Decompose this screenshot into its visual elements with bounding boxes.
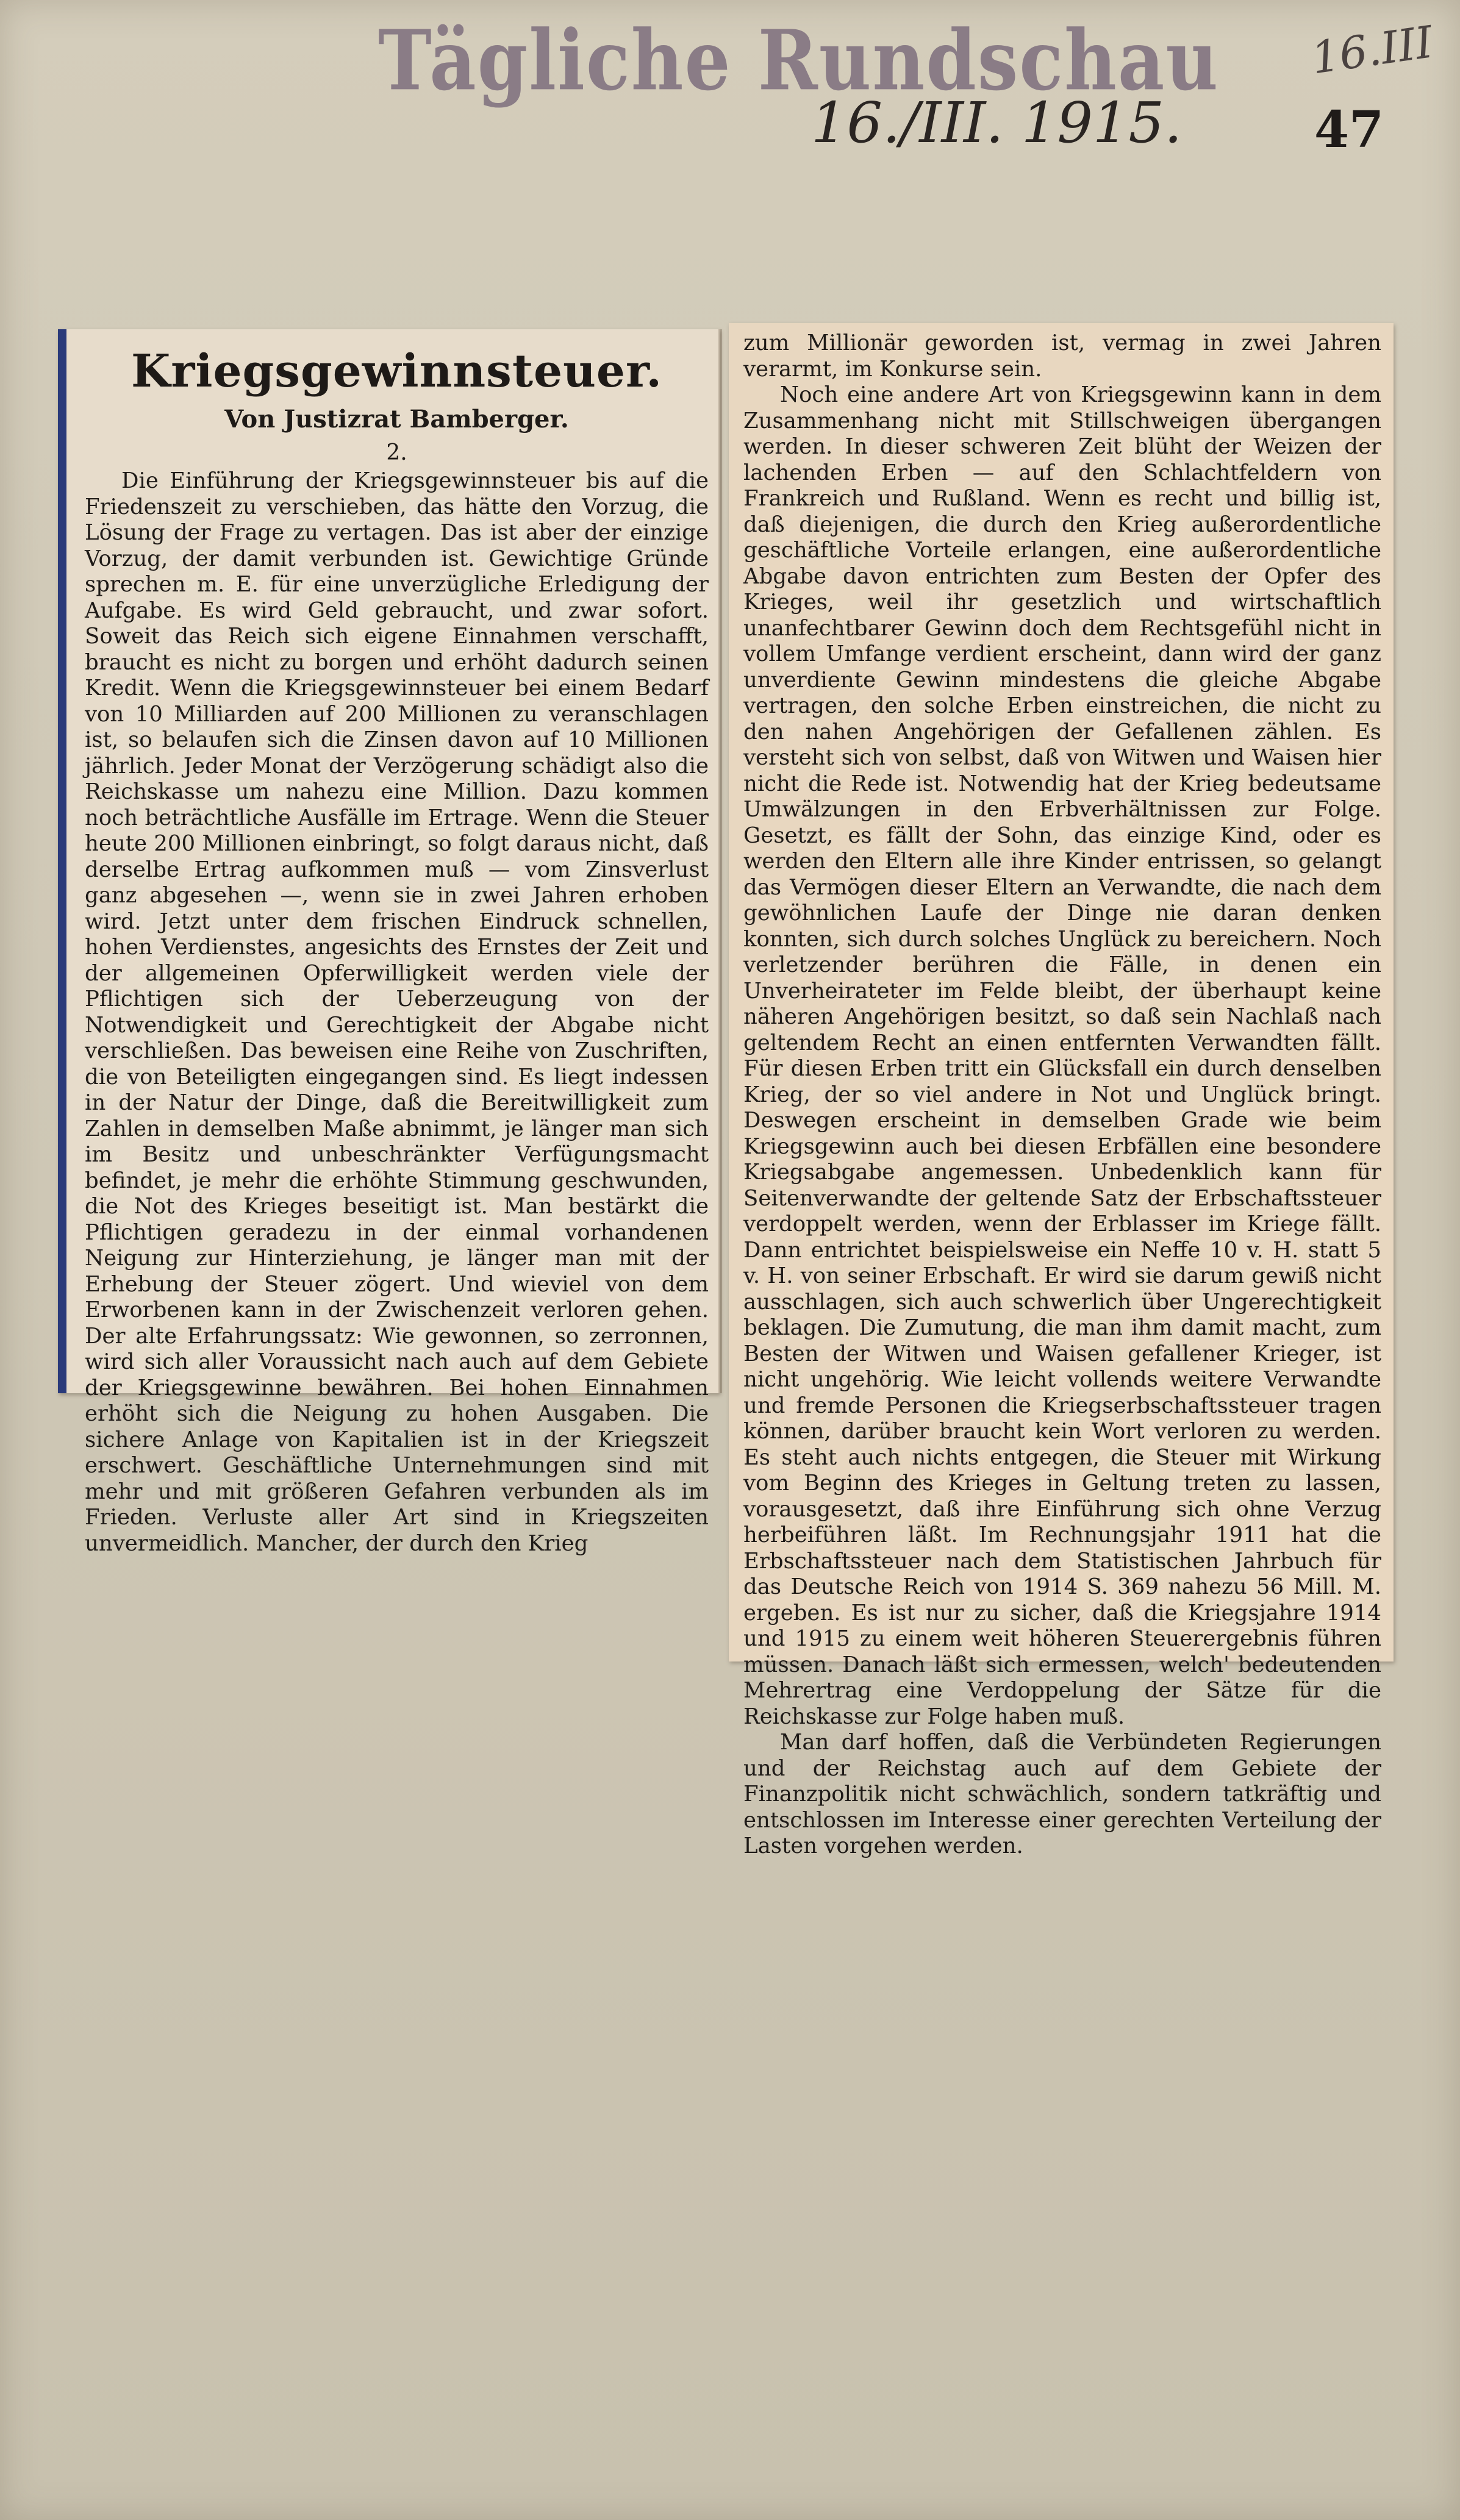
article-title: Kriegsgewinnsteuer. [131, 345, 662, 398]
article-byline: Von Justizrat Bamberger. [224, 405, 569, 434]
handwritten-corner-note: 16.III [1308, 16, 1436, 84]
clipping-shadow [718, 329, 722, 1393]
right-paragraph: Man darf hoffen, daß die Verbündeten Regierungen und der Reichstag auch auf dem Gebiete der Finanzpolitik nicht schwächlich, sondern tatkräftig und entschlossen im Interesse einer gerechten Verteilung der Lasten vorgehen werden. [743, 1730, 1381, 1858]
page-number: 47 [1314, 101, 1384, 159]
right-paragraph: zum Millionär geworden ist, vermag in zwei Jahren verarmt, im Konkurse sein. [743, 330, 1381, 382]
left-paragraph: Die Einführung der Kriegsgewinnsteuer bis auf die Friedenszeit zu verschieben, das hätte den Vorzug, die Lösung der Frage zu vertagen. Das ist aber der einzige Vorzug, der damit verbunden ist. Gewichtige Gründe sprechen m. E. für eine unverzügliche Erledigung der Aufgabe. Es wird Geld gebraucht, und zwar sofort. Soweit das Reich sich eigene Einnahmen verschafft, braucht es nicht zu borgen und erhöht dadurch seinen Kredit. Wenn die Kriegsgewinnsteuer bei einem Bedarf von 10 Milliarden auf 200 Millionen zu veranschlagen ist, so belaufen sich die Zinsen davon auf 10 Millionen jährlich. Jeder Monat der Verzögerung schädigt also die Reichskasse um nahezu eine Million. Dazu kommen noch beträchtliche Ausfälle im Ertrage. Wenn die Steuer heute 200 Millionen einbringt, so folgt daraus nicht, daß derselbe Ertrag aufkommen muß — vom Zinsverlust ganz abgesehen —, wenn sie in zwei Jahren erhoben wird. Jetzt unter dem frischen Eindruck schnellen, hohen Verdienstes, angesichts des Ernstes der Zeit und der allgemeinen Opferwilligkeit werden viele der Pflichtigen sich der Ueberzeugung von der Notwendigkeit und Gerechtigkeit der Abgabe nicht verschließen. Das beweisen eine Reihe von Zuschriften, die von Beteiligten eingegangen sind. Es liegt indessen in der Natur der Dinge, daß die Bereitwilligkeit zum Zahlen in demselben Maße abnimmt, je länger man sich im Besitz und unbeschränkter Verfügungsmacht befindet, je mehr die erhöhte Stimmung geschwunden, die Not des Krieges beseitigt ist. Man bestärkt die Pflichtigen geradezu in der einmal vorhandenen Neigung zur Hinterziehung, je länger man mit der Erhebung der Steuer zögert. Und wieviel von dem Erworbenen kann in der Zwischenzeit verloren gehen. Der alte Erfahrungssatz: Wie gewonnen, so zerronnen, wird sich aller Voraussicht nach auch auf dem Gebiete der Kriegsgewinne bewähren. Bei hohen Einnahmen erhöht sich die Neigung zu hohen Ausgaben. Die sichere Anlage von Kapitalien ist in der Kriegszeit erschwert. Geschäftliche Unternehmungen sind mit mehr und mit größeren Gefahren verbunden als im Frieden. Verluste aller Art sind in Kriegszeiten unvermeidlich. Mancher, der durch den Krieg [85, 468, 709, 1556]
newspaper-masthead-stamp: Tägliche Rundschau [378, 11, 1220, 109]
article-part-number: 2. [386, 440, 407, 465]
clipping-right-column [729, 323, 1394, 1858]
right-paragraph: Noch eine andere Art von Kriegsgewinn kann in dem Zusammenhang nicht mit Stillschweigen übergangen werden. In dieser schweren Zeit blüht der Weizen der lachenden Erben — auf den Schlachtfeldern von Frankreich und Rußland. Wenn es recht und billig ist, daß diejenigen, die durch den Krieg außerordentliche geschäftliche Vorteile erlangen, eine außerordentliche Abgabe davon entrichten zum Besten der Opfer des Krieges, weil ihr gesetzlich und wirtschaftlich unanfechtbarer Gewinn doch dem Rechtsgefühl nicht in vollem Umfange verdient erscheint, dann wird der ganz unverdiente Gewinn mindestens die gleiche Abgabe vertragen, den solche Erben einstreichen, die nicht zu den nahen Angehörigen der Gefallenen zählen. Es versteht sich von selbst, daß von Witwen und Waisen hier nicht die Rede ist. Notwendig hat der Krieg bedeutsame Umwälzungen in den Erbverhältnissen zur Folge. Gesetzt, es fällt der Sohn, das einzige Kind, oder es werden den Eltern alle ihre Kinder entrissen, so gelangt das Vermögen dieser Eltern an Verwandte, die nach dem gewöhnlichen Laufe der Dinge nie daran denken konnten, sich durch solches Unglück zu bereichern. Noch verletzender berühren die Fälle, in denen ein Unverheirateter im Felde bleibt, der überhaupt keine näheren Angehörigen besitzt, so daß sein Nachlaß nach geltendem Recht an einen entfernten Verwandten fällt. Für diesen Erben tritt ein Glücksfall ein durch denselben Krieg, der so viel andere in Not und Unglück bringt. Deswegen erscheint in demselben Grade wie beim Kriegsgewinn auch bei diesen Erbfällen eine besondere Kriegsabgabe angemessen. Unbedenklich kann für Seitenverwandte der geltende Satz der Erbschaftssteuer verdoppelt werden, wenn der Erblasser im Kriege fällt. Dann entrichtet beispielsweise ein Neffe 10 v. H. statt 5 v. H. von seiner Erbschaft. Er wird sie darum gewiß nicht ausschlagen, sich auch schwerlich über Ungerechtigkeit beklagen. Die Zumutung, die man ihm damit macht, zum Besten der Witwen und Waisen gefallener Krieger, ist nicht ungehörig. Wie leicht vollends weitere Verwandte und fremde Personen die Kriegserbschaftssteuer tragen können, darüber braucht kein Wort verloren zu werden. Es steht auch nichts entgegen, die Steuer mit Wirkung vom Beginn des Krieges in Geltung treten zu lassen, vorausgesetzt, daß ihre Einführung sich ohne Verzug herbeiführen läßt. Im Rechnungsjahr 1911 hat die Erbschaftssteuer nach dem Statistischen Jahrbuch für das Deutsche Reich von 1914 S. 369 nahezu 56 Mill. M. ergeben. Es ist nur zu sicher, daß die Kriegsjahre 1914 und 1915 zu einem weit höheren Steuerergebnis führen müssen. Danach läßt sich ermessen, welch' bedeutenden Mehrertrag eine Verdoppelung der Sätze für die Reichskasse zur Folge haben muß. [743, 382, 1381, 1729]
handwritten-date: 16./III. 1915. [811, 90, 1183, 155]
clipping-left-column [58, 329, 720, 1556]
